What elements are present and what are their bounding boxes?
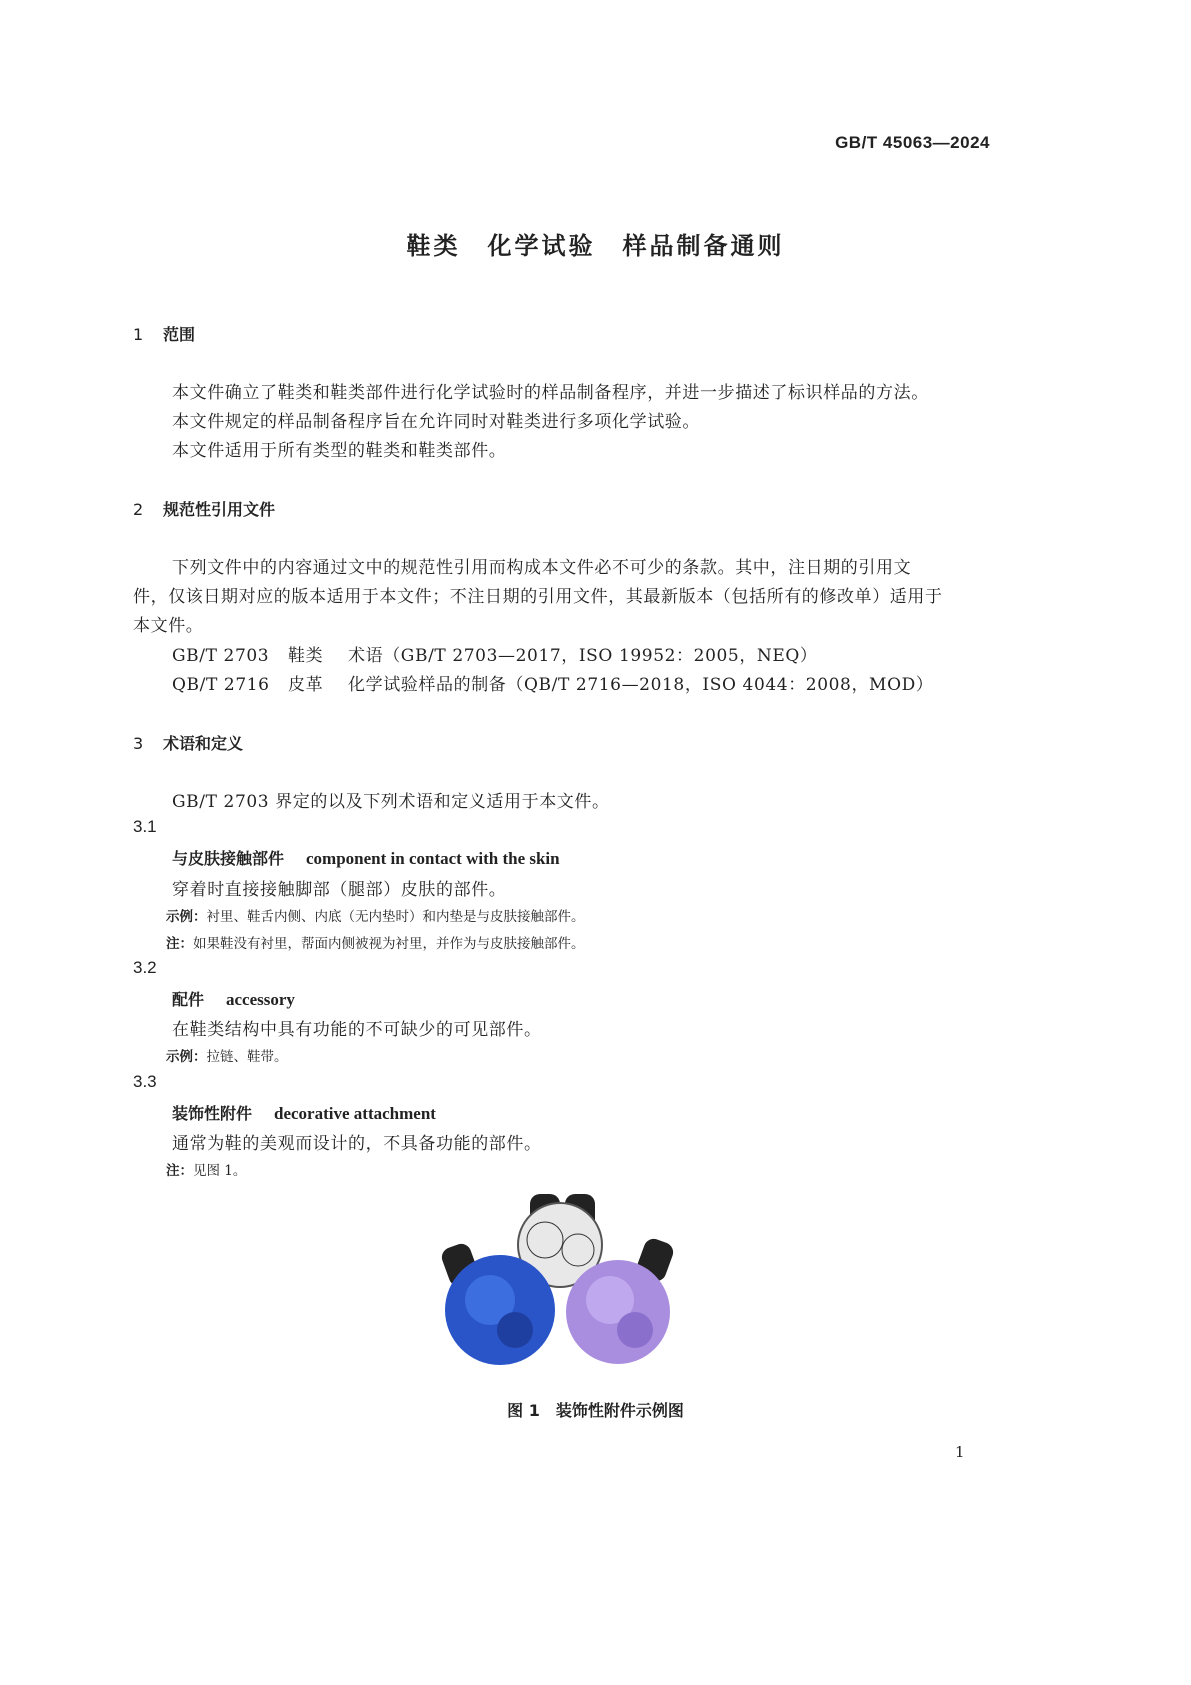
- paragraph: 本文件确立了鞋类和鞋类部件进行化学试验时的样品制备程序，并进一步描述了标识样品的方法。: [172, 383, 929, 403]
- term-note: 注：如果鞋没有衬里，帮面内侧被视为衬里，并作为与皮肤接触部件。: [166, 936, 585, 952]
- reference-item: GB/T 2703 鞋类 术语（GB/T 2703—2017，ISO 19952：2005，NEQ）: [172, 646, 818, 666]
- term-definition: 在鞋类结构中具有功能的不可缺少的可见部件。: [172, 1020, 542, 1040]
- paragraph: 件，仅该日期对应的版本适用于本文件；不注日期的引用文件，其最新版本（包括所有的修改单）适用于: [133, 587, 943, 607]
- term-heading: 与皮肤接触部件 component in contact with the skin: [172, 849, 560, 868]
- decorative-attachment-photo: [440, 1190, 680, 1372]
- section-2-heading: 2 规范性引用文件: [133, 500, 276, 519]
- page-number: 1: [955, 1443, 965, 1461]
- term-number: 3.2: [133, 958, 157, 977]
- term-definition: 穿着时直接接触脚部（腿部）皮肤的部件。: [172, 880, 507, 900]
- reference-item: QB/T 2716 皮革 化学试验样品的制备（QB/T 2716—2018，ISO 4044：2008，MOD）: [172, 675, 934, 695]
- term-example: 示例：拉链、鞋带。: [166, 1049, 288, 1065]
- figure-caption: 图 1 装饰性附件示例图: [507, 1401, 684, 1420]
- paragraph: 下列文件中的内容通过文中的规范性引用而构成本文件必不可少的条款。其中，注日期的引用文: [172, 558, 912, 578]
- term-heading: 配件 accessory: [172, 990, 295, 1009]
- term-heading: 装饰性附件 decorative attachment: [172, 1104, 436, 1123]
- term-example: 示例：衬里、鞋舌内侧、内底（无内垫时）和内垫是与皮肤接触部件。: [166, 909, 585, 925]
- paragraph: 本文件规定的样品制备程序旨在允许同时对鞋类进行多项化学试验。: [172, 412, 700, 432]
- paragraph: 本文件。: [133, 616, 204, 636]
- paragraph: 本文件适用于所有类型的鞋类和鞋类部件。: [172, 441, 507, 461]
- section-3-heading: 3 术语和定义: [133, 734, 244, 753]
- page-title: 鞋类 化学试验 样品制备通则: [406, 232, 785, 260]
- term-number: 3.3: [133, 1072, 157, 1091]
- term-note: 注：见图 1。: [166, 1163, 247, 1179]
- standard-number: GB/T 45063—2024: [835, 133, 990, 152]
- section-1-heading: 1 范围: [133, 325, 196, 344]
- term-number: 3.1: [133, 817, 157, 836]
- term-definition: 通常为鞋的美观而设计的，不具备功能的部件。: [172, 1134, 542, 1154]
- paragraph: GB/T 2703 界定的以及下列术语和定义适用于本文件。: [172, 792, 610, 812]
